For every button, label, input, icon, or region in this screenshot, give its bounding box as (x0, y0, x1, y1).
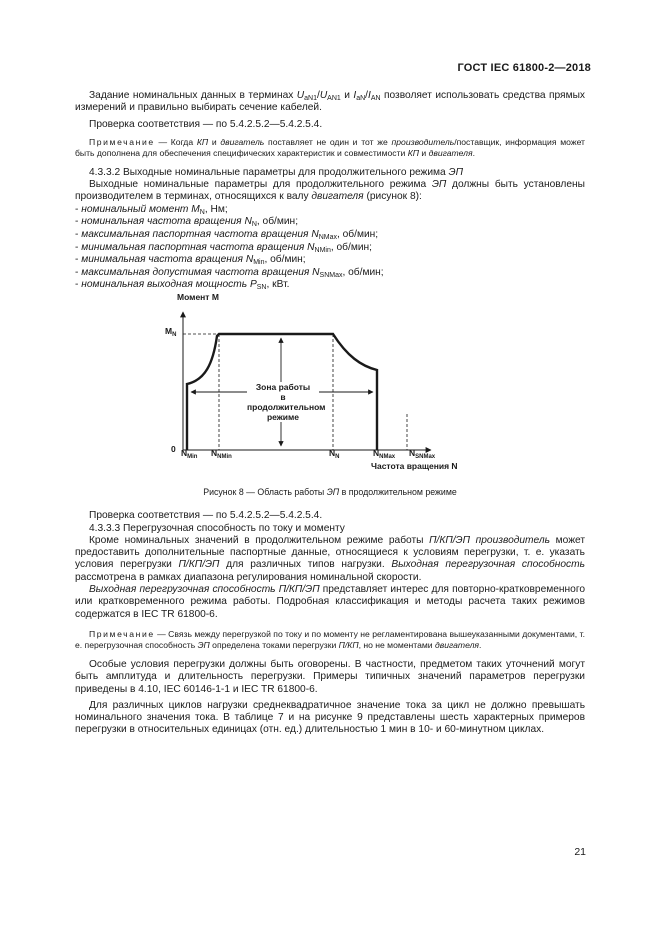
compliance-check-1: Проверка соответствия — по 5.4.2.5.2—5.4.2.5.4. (89, 118, 323, 130)
list-item: - максимальная допустимая частота вращения $N_{SNMax}$, об/мин; (75, 266, 384, 279)
figure-8 (75, 292, 585, 480)
tick-n-n: $N_N$ (329, 447, 340, 460)
x-axis-label: Частота вращения N (371, 460, 458, 471)
origin-label: 0 (171, 443, 176, 454)
tick-n-min: $N_{Min}$ (181, 447, 198, 460)
note-2: Примечание — Связь между перегрузкой по току и по моменту не регламентирована вышеуказанными документами, т. е. перегрузочная способность ЭП определена токами перегрузки П/КП, но не моментами двигателя. (75, 628, 585, 650)
document-header: ГОСТ IEC 61800-2—2018 (457, 62, 591, 74)
tick-n-nmin: $N_{NMin}$ (211, 447, 232, 460)
list-item: - максимальная паспортная частота вращения $N_{NMax}$, об/мин; (75, 228, 379, 241)
section-4332-intro: Выходные номинальные параметры для продолжительного режима ЭП должны быть установлены производителем в терминах, относящихся к валу двигателя (рисунок 8): (75, 179, 585, 203)
figure-8-caption: Рисунок 8 — Область работы ЭП в продолжительном режиме (203, 486, 457, 497)
page-number: 21 (574, 846, 586, 858)
paragraph-overload-1: Кроме номинальных значений в продолжительном режиме работы П/КП/ЭП производитель может предоставить дополнительные паспортные данные, относящиеся к условиям перегрузки, т. е. указать условия перегрузки П/КП/ЭП для различных типов нагрузки. Выходная перегрузочная способность рассмотрена в рамках диапазона регулирования номинальной скорости. (75, 534, 586, 583)
list-item: - минимальная частота вращения $N_{Min}$, об/мин; (75, 254, 306, 267)
list-item: - минимальная паспортная частота вращения $N_{NMin}$, об/мин; (75, 241, 373, 254)
y-axis-label: Момент M (177, 291, 219, 302)
compliance-check-2: Проверка соответствия — по 5.4.2.5.2—5.4.2.5.4. (89, 510, 323, 522)
page-body (75, 90, 585, 737)
paragraph-overload-2: Выходная перегрузочная способность П/КП/ЭП представляет интерес для повторно-кратковременного или кратковременного режима работы. Подробная классификация и методы расчета таких режимов содержатся в IEC TR 61800-6. (75, 584, 585, 620)
list-item: - номинальная выходная мощность $P_{SN}$, кВт. (75, 279, 290, 292)
tick-n-nmax: $N_{NMax}$ (373, 447, 396, 460)
mn-label: $M_N$ (165, 325, 177, 338)
paragraph-special-conditions: Особые условия перегрузки должны быть оговорены. В частности, предметом таких уточнений могут быть амплитуда и длительность перегрузки. Примеры типичных значений параметров перегрузки приведены в 4.10, IEC 60146-1-1 и IEC TR 61800-6. (75, 658, 585, 695)
section-4332-title: 4.3.3.2 Выходные номинальные параметры для продолжительного режима ЭП (89, 166, 463, 178)
list-item: - номинальный момент $M_N$, Нм; (75, 203, 228, 216)
note-1: Примечание — Когда КП и двигатель поставляет не один и тот же производитель/поставщик, информация может быть дополнена для обеспечения специфических характеристик и совместимости КП и двигателя. (75, 136, 585, 158)
operating-zone-label: Зона работы в продолжительном режиме (247, 381, 326, 422)
list-item: - номинальная частота вращения $N_N$, об/мин; (75, 216, 299, 229)
tick-n-snmax: $N_{SNMax}$ (409, 447, 436, 460)
rated-parameters-list (75, 204, 585, 292)
paragraph-load-cycles: Для различных циклов нагрузки среднеквадратичное значение тока за цикл не должно превышать номинального значения тока. В таблице 7 и на рисунке 9 представлены шесть характерных примеров перегрузки в относительных единицах (отн. ед.) длительностью 1 мин в 10- и 60-минутном циклах. (75, 699, 585, 736)
paragraph-nominal-terms: Задание номинальных данных в терминах $U_{aN1}/U_{AN1}$ и $I_{aN}/I_{AN}$ позволяет использовать средства прямых измерений и правильно выбирать сечение кабелей. (75, 90, 585, 114)
section-4333-title: 4.3.3.3 Перегрузочная способность по току и моменту (89, 522, 345, 534)
